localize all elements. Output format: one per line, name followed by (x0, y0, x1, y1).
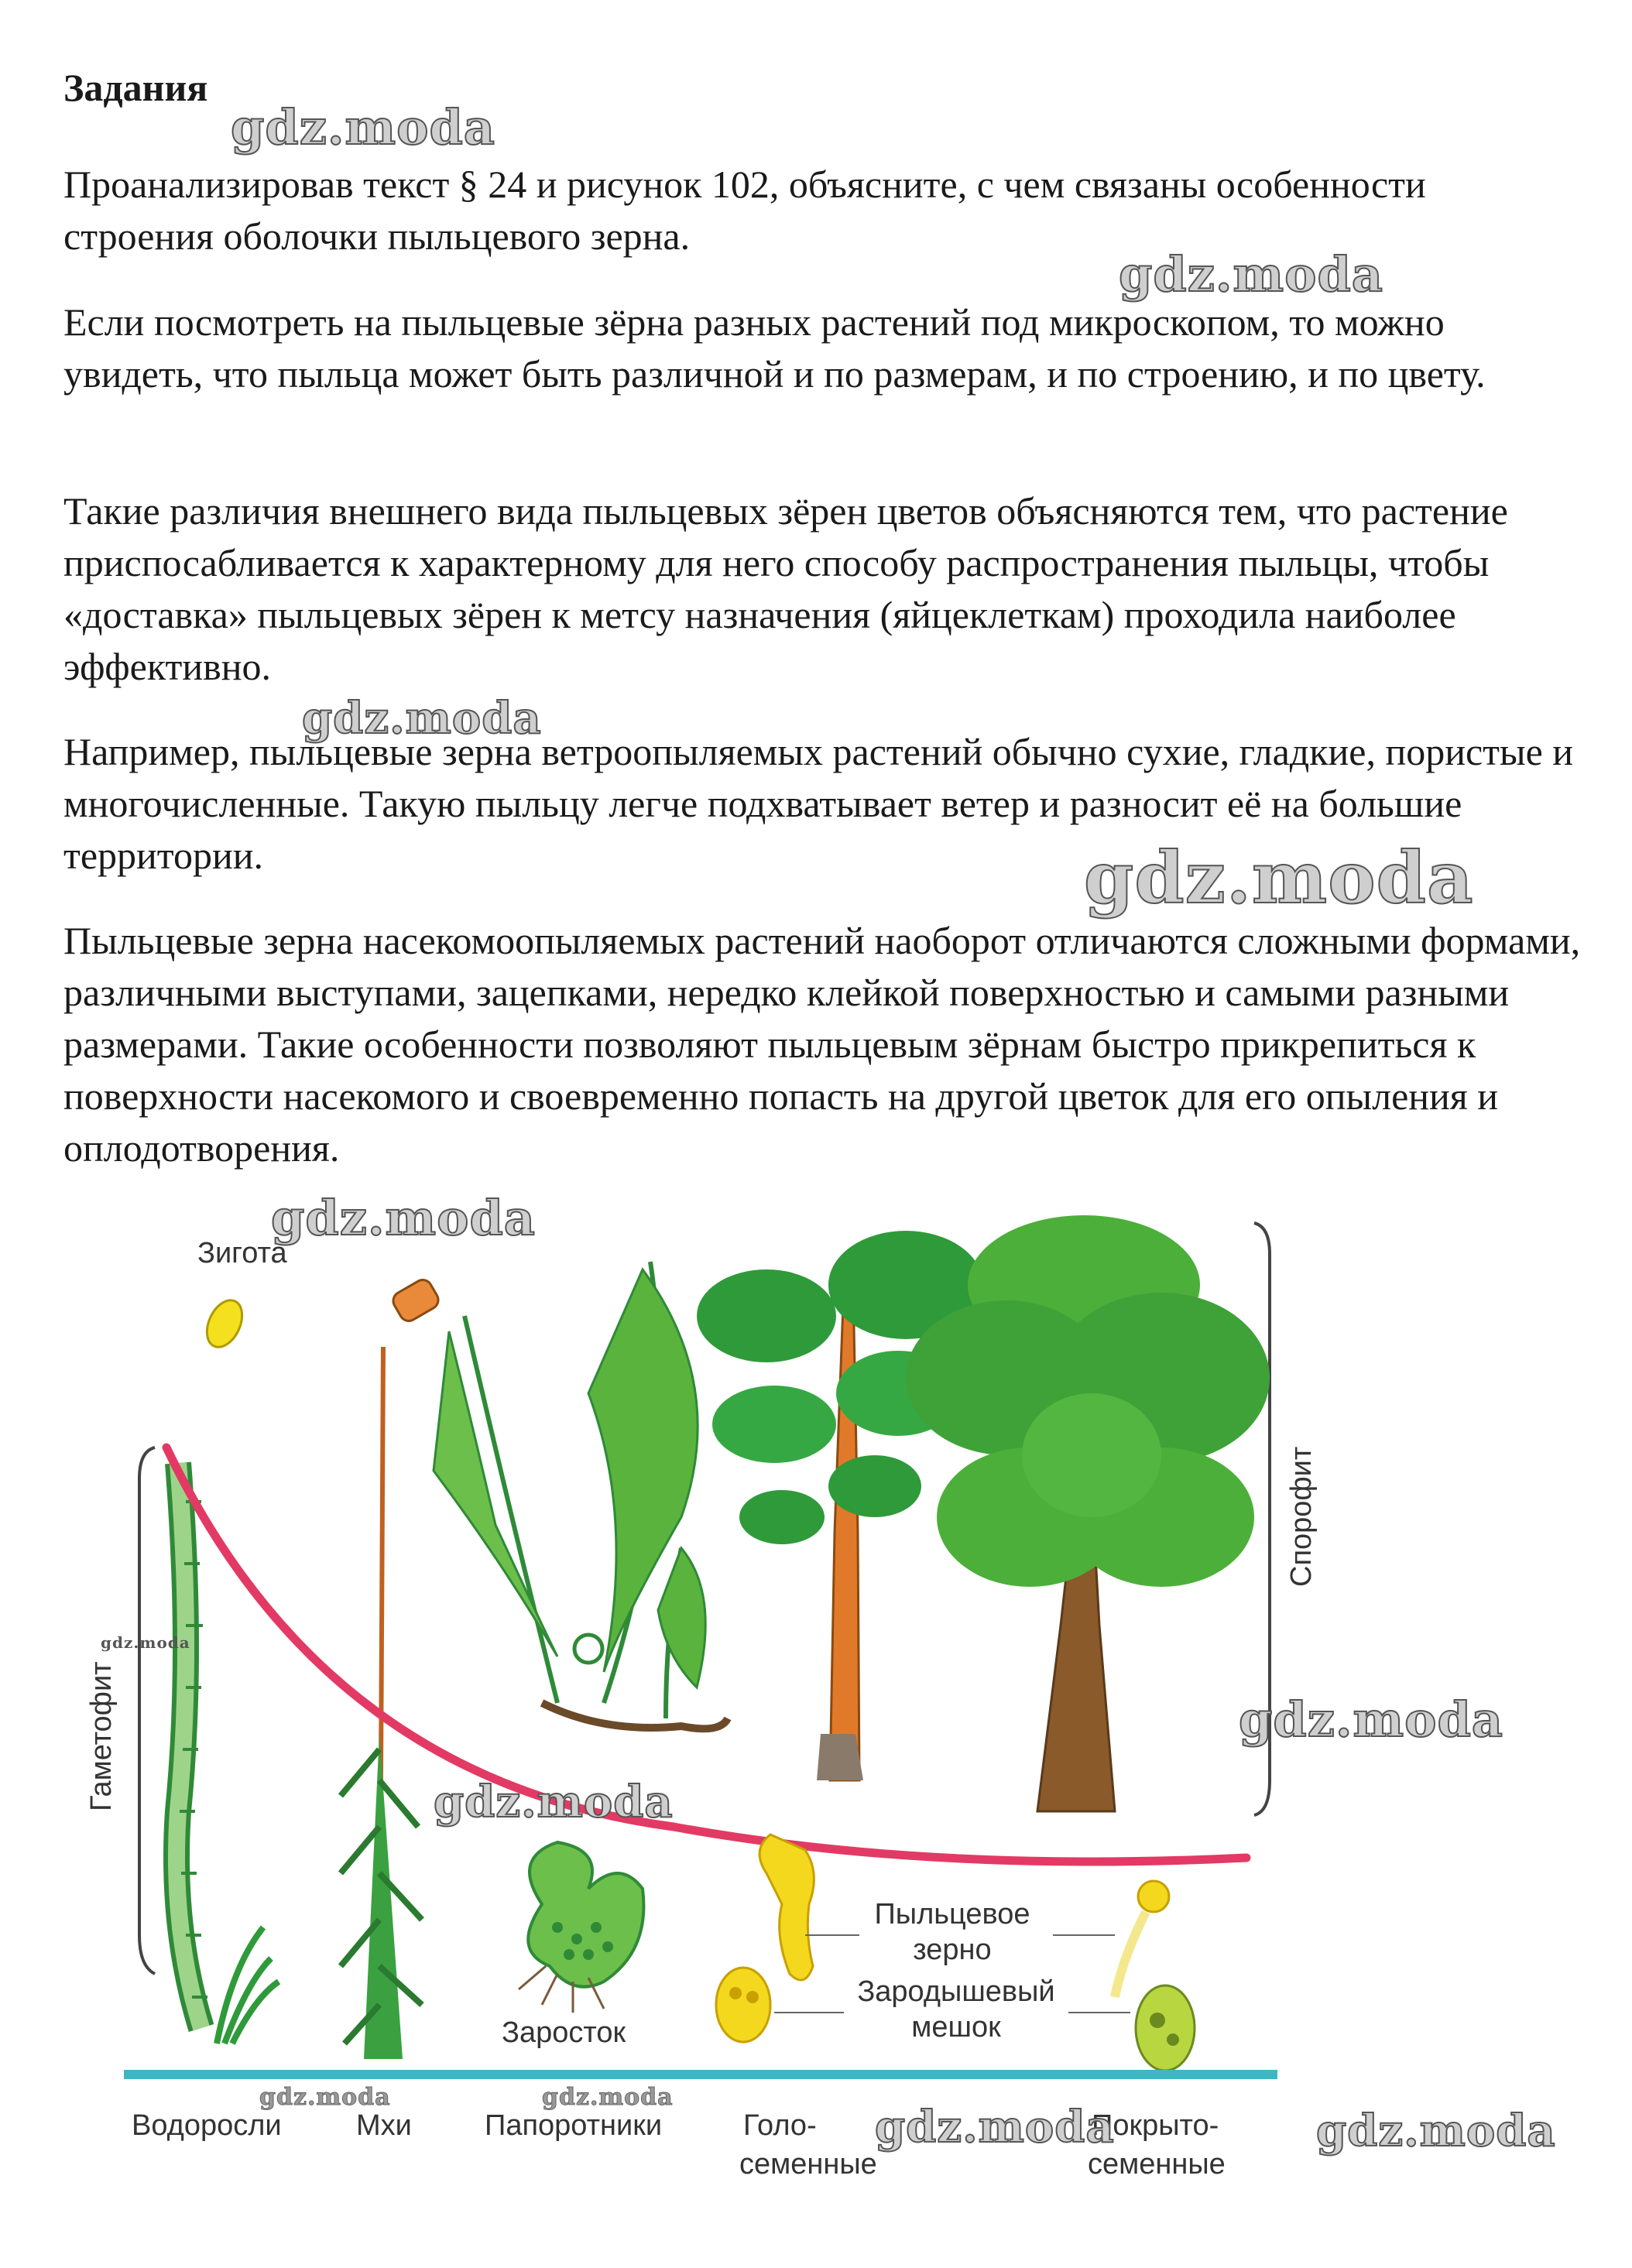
moss-drawing (341, 1276, 441, 2059)
watermark: gdz.moda (1119, 246, 1383, 303)
gymno-cut-line (739, 2148, 877, 2181)
pollen-line-2: зерно (913, 1934, 992, 1966)
zygote-shape (200, 1295, 249, 1353)
watermark: gdz.moda (1239, 1691, 1503, 1748)
group-label-angiosperms: Покрыто- (1092, 2109, 1219, 2142)
watermark: gdz.moda (259, 2084, 391, 2111)
plant-evolution-figure (0, 1192, 1632, 2268)
sporophyte-label: Спорофит (1285, 1446, 1318, 1587)
angio-gametophyte-drawing (1115, 1881, 1195, 2071)
gymno-gametophyte-drawing (716, 1835, 814, 2042)
sac-line-2: мешок (911, 2011, 1001, 2044)
zygote-label: Зигота (197, 1237, 287, 1269)
group-label-gymnosperms: Голо- (743, 2109, 817, 2142)
group-label-mosses: Мхи (356, 2109, 412, 2142)
watermark: gdz.moda (1084, 836, 1474, 920)
paragraph-wind: Например, пыльцевые зерна ветроопыляемых растений обычно сухие, гладкие, пористые и многочисленные. Такую пыльцу легче подхватывает ветер и разносит её на большие территории. (63, 730, 1574, 877)
watermark: gdz.moda (231, 99, 495, 156)
gametophyte-label: Гаметофит (85, 1661, 118, 1811)
watermark: gdz.moda (542, 2084, 674, 2111)
watermark: gdz.moda (271, 1190, 536, 1246)
angio-cut-text: семенные (1088, 2148, 1226, 2181)
group-label-algae: Водоросли (132, 2109, 282, 2142)
sac-line-1: Зародышевый (857, 1975, 1055, 2008)
watermark: gdz.moda (1316, 2105, 1556, 2157)
paragraph-insects: Пыльцевые зерна насекомоопыляемых растений наоборот отличаются сложными формами, различными выступами, зацепками, нередко клейкой поверхностью и самыми разными размерами. Такие особенности позволяют пыльцевым зёрнам быстро прикрепиться к поверхности насекомого и своевременно попасть на другой цветок для его опыления и оплодотворения. (63, 919, 1581, 1170)
prothallus-drawing (519, 1842, 643, 2013)
paragraph-task: Проанализировав текст § 24 и рисунок 102, объясните, с чем связаны особенности строения оболочки пыльцевого зерна. (63, 163, 1426, 258)
pollen-grain-label (859, 1896, 1045, 1968)
watermark: gdz.moda (434, 1776, 674, 1828)
watermark: gdz.moda (101, 1633, 190, 1652)
group-label-ferns: Папоротники (485, 2109, 663, 2142)
gymno-cut-text: семенные (739, 2148, 877, 2181)
prothallus-label: Заросток (502, 2016, 626, 2049)
page-title: Задания (63, 66, 208, 109)
pollen-line-1: Пыльцевое (874, 1898, 1030, 1931)
embryo-sac-label (844, 1974, 1068, 2045)
paragraph-microscope: Если посмотреть на пыльцевые зёрна разных растений под микроскопом, то можно увидеть, что пыльца может быть различной и по размерам, и по строению, и по цвету. (63, 300, 1486, 396)
paragraph-differences: Такие различия внешнего вида пыльцевых зёрен цветов объясняются тем, что растение приспосабливается к характерному для него способу распространения пыльцы, чтобы «доставка» пыльцевых зёрен к метсу назначения (яйцеклеткам) проходила наиболее эффективно. (63, 489, 1508, 688)
watermark: gdz.moda (302, 693, 542, 744)
gametophyte-bracket (139, 1447, 155, 1974)
watermark: gdz.moda (875, 2102, 1115, 2153)
fern-drawing (434, 1262, 728, 1728)
